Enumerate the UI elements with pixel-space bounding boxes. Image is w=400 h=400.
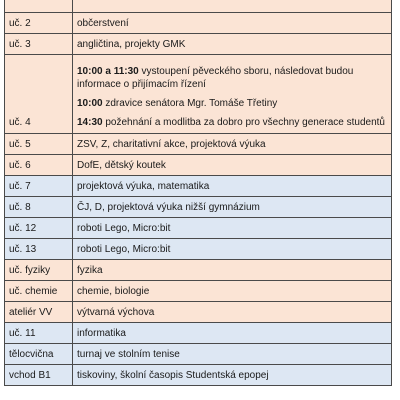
table-row (5, 176, 392, 197)
activity-cell: občerstvení (73, 13, 392, 34)
activity-cell: informatika (73, 323, 392, 344)
program-text: zdravice senátora Mgr. Tomáše Třetiny (102, 98, 278, 109)
program-time: 10:00 (77, 66, 103, 77)
activity-cell: angličtina, projekty GMK (73, 34, 392, 55)
program-line (77, 116, 391, 129)
activity-cell: ZSV, Z, charitativní akce, projektová výuka (73, 134, 392, 155)
activity-cell: ČJ, D, projektová výuka nižší gymnázium (73, 197, 392, 218)
schedule-table (4, 0, 392, 386)
activity-cell: turnaj ve stolním tenise (73, 344, 392, 365)
room-cell: uč. 2 (5, 13, 73, 34)
table-row (5, 302, 392, 323)
program-time: 11:30 (113, 66, 139, 77)
table-row (5, 239, 392, 260)
table-row (5, 55, 392, 134)
room-cell: tělocvična (5, 344, 73, 365)
room-cell: uč. chemie (5, 281, 73, 302)
activity-cell: tiskoviny, školní časopis Studentská epopej (73, 365, 392, 386)
activity-cell: fyzika (73, 260, 392, 281)
activity-cell (73, 0, 392, 13)
activity-cell: výtvarná výchova (73, 302, 392, 323)
table-row (5, 13, 392, 34)
program-text: požehnání a modlitba za dobro pro všechny generace studentů (102, 117, 385, 128)
program-line (77, 65, 391, 91)
room-cell: uč. 8 (5, 197, 73, 218)
program-time: 14:30 (77, 117, 103, 128)
table-row (5, 155, 392, 176)
room-cell: uč. fyziky (5, 260, 73, 281)
table-row (5, 260, 392, 281)
activity-cell: roboti Lego, Micro:bit (73, 218, 392, 239)
room-cell: uč. 6 (5, 155, 73, 176)
room-cell (5, 0, 73, 13)
activity-cell: DofE, dětský koutek (73, 155, 392, 176)
table-row (5, 365, 392, 386)
table-row (5, 323, 392, 344)
activity-cell (73, 55, 392, 134)
table-row (5, 197, 392, 218)
table-row (5, 134, 392, 155)
activity-cell: projektová výuka, matematika (73, 176, 392, 197)
room-cell: uč. 4 (5, 55, 73, 134)
room-cell: ateliér VV (5, 302, 73, 323)
activity-cell: chemie, biologie (73, 281, 392, 302)
table-row (5, 0, 392, 13)
room-cell: vchod B1 (5, 365, 73, 386)
program-text: vystoupení pěveckého sboru, následovat budou informace o přijímacím řízení (77, 66, 354, 90)
room-cell: uč. 11 (5, 323, 73, 344)
room-cell: uč. 3 (5, 34, 73, 55)
program-time: 10:00 (77, 98, 103, 109)
table-row (5, 281, 392, 302)
activity-cell: roboti Lego, Micro:bit (73, 239, 392, 260)
room-cell: uč. 5 (5, 134, 73, 155)
table-row (5, 218, 392, 239)
table-row (5, 344, 392, 365)
room-cell: uč. 7 (5, 176, 73, 197)
program-time-joiner: a (102, 66, 114, 77)
table-row (5, 34, 392, 55)
room-cell: uč. 13 (5, 239, 73, 260)
program-line (77, 97, 391, 110)
room-cell: uč. 12 (5, 218, 73, 239)
